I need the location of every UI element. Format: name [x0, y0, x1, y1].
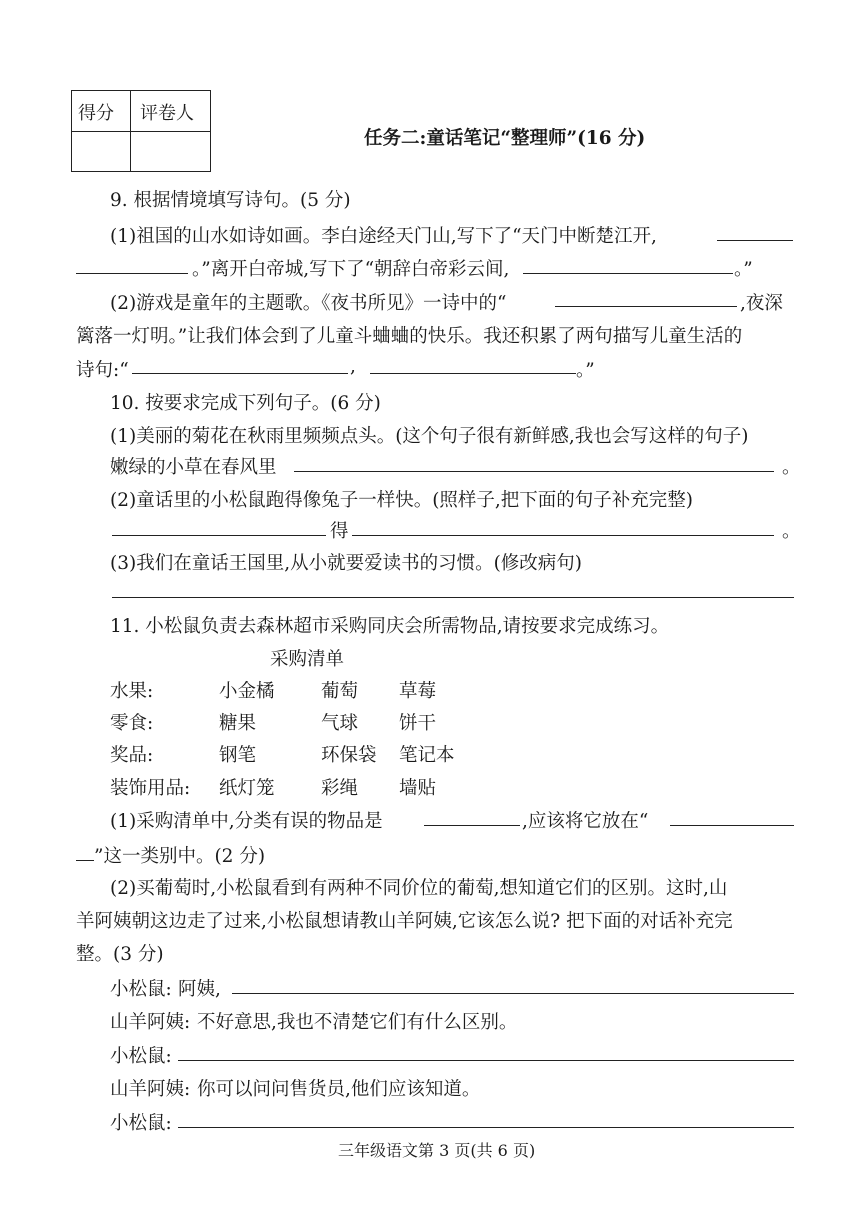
dialogue-speaker: 小松鼠:: [110, 979, 172, 1000]
list-item: 彩绳: [321, 778, 359, 799]
q10-p1-line2b: 。: [782, 457, 801, 478]
list-category: 水果:: [110, 681, 154, 702]
q9-p1-line1: (1)祖国的山水如诗如画。李白途经天门山,写下了“天门中断楚江开,: [110, 226, 657, 247]
q10-p2-line2b: 。: [782, 521, 801, 542]
list-item: 草莓: [399, 681, 437, 702]
q9-p2-line1a: (2)游戏是童年的主题歌。《夜书所见》一诗中的“: [110, 293, 507, 314]
score-box: [71, 90, 211, 172]
q9-p2-line3b: ,: [350, 356, 356, 377]
q9-blank-2[interactable]: [76, 273, 188, 274]
list-item: 笔记本: [399, 745, 455, 766]
q9-p2-line1b: ,夜深: [740, 293, 783, 314]
dialogue-blank-1[interactable]: [232, 993, 794, 994]
shopping-list-title: 采购清单: [270, 649, 345, 670]
q10-p2-line2a: 得: [330, 521, 349, 542]
q10-p2-line1: (2)童话里的小松鼠跑得像兔子一样快。(照样子,把下面的句子补充完整): [110, 490, 694, 511]
list-item: 葡萄: [321, 681, 359, 702]
q9-p1-line2a: 。”离开白帝城,写下了“朝辞白帝彩云间,: [192, 259, 510, 280]
list-item: 饼干: [399, 713, 437, 734]
q10-blank-2[interactable]: [112, 535, 326, 536]
list-item: 小金橘: [219, 681, 275, 702]
list-category: 零食:: [110, 713, 154, 734]
q11-blank-2[interactable]: [670, 825, 794, 826]
score-label: 得分: [78, 103, 114, 124]
list-category: 奖品:: [110, 745, 154, 766]
q11-p1-line1a: (1)采购清单中,分类有误的物品是: [110, 811, 383, 832]
list-item: 墙贴: [399, 778, 437, 799]
list-item: 气球: [321, 713, 359, 734]
dialogue-blank-2[interactable]: [178, 1060, 794, 1061]
list-category: 装饰用品:: [110, 778, 191, 799]
dialogue-speaker: 山羊阿姨:: [110, 1079, 191, 1100]
q9-blank-5[interactable]: [132, 373, 348, 374]
q10-blank-4[interactable]: [112, 597, 794, 598]
dialogue-blank-3[interactable]: [178, 1127, 794, 1128]
list-item: 糖果: [219, 713, 257, 734]
q9-p2-line3a: 诗句:“: [76, 360, 129, 381]
q11-blank-1[interactable]: [424, 825, 520, 826]
grader-label: 评卷人: [140, 103, 194, 124]
dialogue-text: 阿姨,: [178, 979, 221, 1000]
q9-blank-6[interactable]: [370, 373, 576, 374]
page-footer: 三年级语文第 3 页(共 6 页): [338, 1141, 536, 1160]
q9-blank-3[interactable]: [523, 273, 733, 274]
q9-blank-4[interactable]: [555, 306, 737, 307]
dialogue-speaker: 山羊阿姨:: [110, 1012, 191, 1033]
list-item: 纸灯笼: [219, 778, 275, 799]
q11-p2-line1: (2)买葡萄时,小松鼠看到有两种不同价位的葡萄,想知道它们的区别。这时,山: [110, 878, 728, 899]
q11-p1-line2: ”这一类别中。(2 分): [94, 846, 266, 867]
dialogue-speaker: 小松鼠:: [110, 1046, 172, 1067]
q10-p1-line1: (1)美丽的菊花在秋雨里频频点头。(这个句子很有新鲜感,我也会写这样的句子): [110, 426, 749, 447]
dialogue-text: 不好意思,我也不清楚它们有什么区别。: [197, 1012, 518, 1033]
q10-blank-3[interactable]: [352, 535, 774, 536]
q9-p1-line2b: 。”: [734, 259, 753, 280]
q10-blank-1[interactable]: [294, 471, 774, 472]
q11-p1-line1b: ,应该将它放在“: [522, 811, 649, 832]
q10-p1-line2a: 嫩绿的小草在春风里: [110, 457, 277, 478]
q11-blank-2-cont[interactable]: [76, 860, 94, 861]
q9-blank-1[interactable]: [717, 240, 793, 241]
dialogue-text: 你可以问问售货员,他们应该知道。: [197, 1079, 481, 1100]
q9-p2-line3c: 。”: [576, 360, 595, 381]
q10-title: 10. 按要求完成下列句子。(6 分): [110, 393, 381, 414]
q11-p2-line3: 整。(3 分): [76, 944, 164, 965]
section-title: 任务二:童话笔记“整理师”(16 分): [364, 128, 646, 149]
q11-title: 11. 小松鼠负责去森林超市采购同庆会所需物品,请按要求完成练习。: [110, 616, 670, 637]
list-item: 环保袋: [321, 745, 377, 766]
q10-p3-line1: (3)我们在童话王国里,从小就要爱读书的习惯。(修改病句): [110, 553, 583, 574]
q9-title: 9. 根据情境填写诗句。(5 分): [110, 190, 351, 211]
q9-p2-line2: 篱落一灯明。”让我们体会到了儿童斗蛐蛐的快乐。我还积累了两句描写儿童生活的: [76, 326, 743, 347]
list-item: 钢笔: [219, 745, 257, 766]
dialogue-speaker: 小松鼠:: [110, 1113, 172, 1134]
q11-p2-line2: 羊阿姨朝这边走了过来,小松鼠想请教山羊阿姨,它该怎么说? 把下面的对话补充完: [76, 911, 733, 932]
